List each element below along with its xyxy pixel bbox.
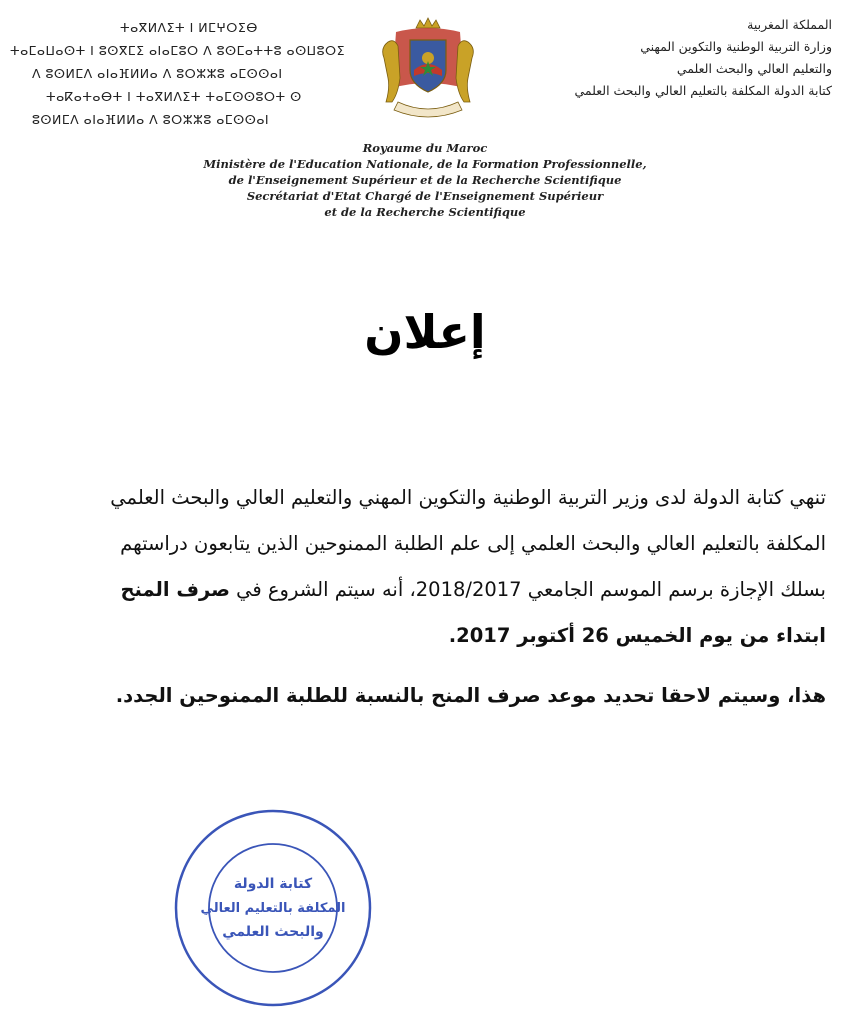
announcement-body — [18, 475, 826, 659]
header-french-line: et de la Recherche Scientifique — [324, 205, 526, 219]
header-tifinagh-line: ⵜⴰⵎⴰⵡⴰⵙⵜ ⵏ ⵓⵙⴳⵎⵉ ⴰⵏⴰⵎⵓⵔ ⴷ ⵓⵙⵎⴰⵜⵜⵓ ⴰⵙⵡⵓⵔⵉ — [10, 43, 345, 58]
document-title: إعلان — [364, 305, 486, 359]
header-tifinagh-line: ⵜⴰⴳⵍⴷⵉⵜ ⵏ ⵍⵎⵖⵔⵉⴱ — [120, 20, 258, 35]
header-arabic-line: كتابة الدولة المكلفة بالتعليم العالي والبحث العلمي — [574, 83, 832, 98]
body-date-statement: ابتداء من يوم الخميس 26 أكتوبر 2017. — [448, 624, 826, 647]
stamp-center-line: كتابة الدولة — [233, 876, 313, 892]
header-arabic-line: وزارة التربية الوطنية والتكوين المهني — [640, 39, 832, 54]
header-french-line: de l'Enseignement Supérieur et de la Recherche Scientifique — [228, 173, 622, 187]
body-line — [18, 567, 826, 613]
coat-of-arms-icon — [378, 18, 478, 123]
header-tifinagh-line: ⵓⵙⵍⵎⴷ ⴰⵏⴰⴼⵍⵍⴰ ⴷ ⵓⵔⵣⵣⵓ ⴰⵎⵙⵙⴰⵏ — [32, 112, 270, 127]
header-tifinagh-line: ⵜⴰⴽⴰⵜⴰⴱⵜ ⵏ ⵜⴰⴳⵍⴷⵉⵜ ⵜⴰⵎⵙⵙⵓⵔⵜ ⵙ — [46, 89, 302, 104]
stamp-center-line: والبحث العلمي — [222, 924, 324, 940]
header-arabic-line: المملكة المغربية — [747, 17, 832, 32]
header-french-line: Secrétariat d'Etat Chargé de l'Enseignement Supérieur — [246, 189, 604, 203]
header-tifinagh-block — [10, 16, 345, 131]
official-stamp — [168, 808, 378, 1008]
body-emphasis: صرف المنح — [120, 578, 230, 601]
announcement-note: هذا، وسيتم لاحقا تحديد موعد صرف المنح بالنسبة للطلبة الممنوحين الجدد. — [115, 684, 826, 707]
svg-text:المملكة المغربية ★ وزارة الت — [168, 808, 175, 812]
header-tifinagh-line: ⴷ ⵓⵙⵍⵎⴷ ⴰⵏⴰⴼⵍⵍⴰ ⴷ ⵓⵔⵣⵣⵓ ⴰⵎⵙⵙⴰⵏ — [32, 66, 283, 81]
body-line-text: بسلك الإجازة برسم الموسم الجامعي 2018/2017، أنه سيتم الشروع في — [229, 578, 826, 601]
header-french-line: Royaume du Maroc — [362, 141, 488, 155]
stamp-ring-text — [168, 808, 175, 812]
body-line: تنهي كتابة الدولة لدى وزير التربية الوطنية والتكوين المهني والتعليم العالي والبحث العلمي — [110, 486, 826, 509]
header-arabic-line: والتعليم العالي والبحث العلمي — [676, 61, 832, 76]
stamp-center-line: المكلفة بالتعليم العالي — [200, 901, 346, 916]
header-french-line: Ministère de l'Education Nationale, de la Formation Professionnelle, — [203, 157, 647, 171]
body-line: المكلفة بالتعليم العالي والبحث العلمي إلى علم الطلبة الممنوحين الذين يتابعون دراستهم — [120, 532, 826, 555]
header-arabic-block — [532, 14, 832, 102]
body-line-bold — [18, 613, 826, 659]
header-french-block — [200, 140, 650, 220]
